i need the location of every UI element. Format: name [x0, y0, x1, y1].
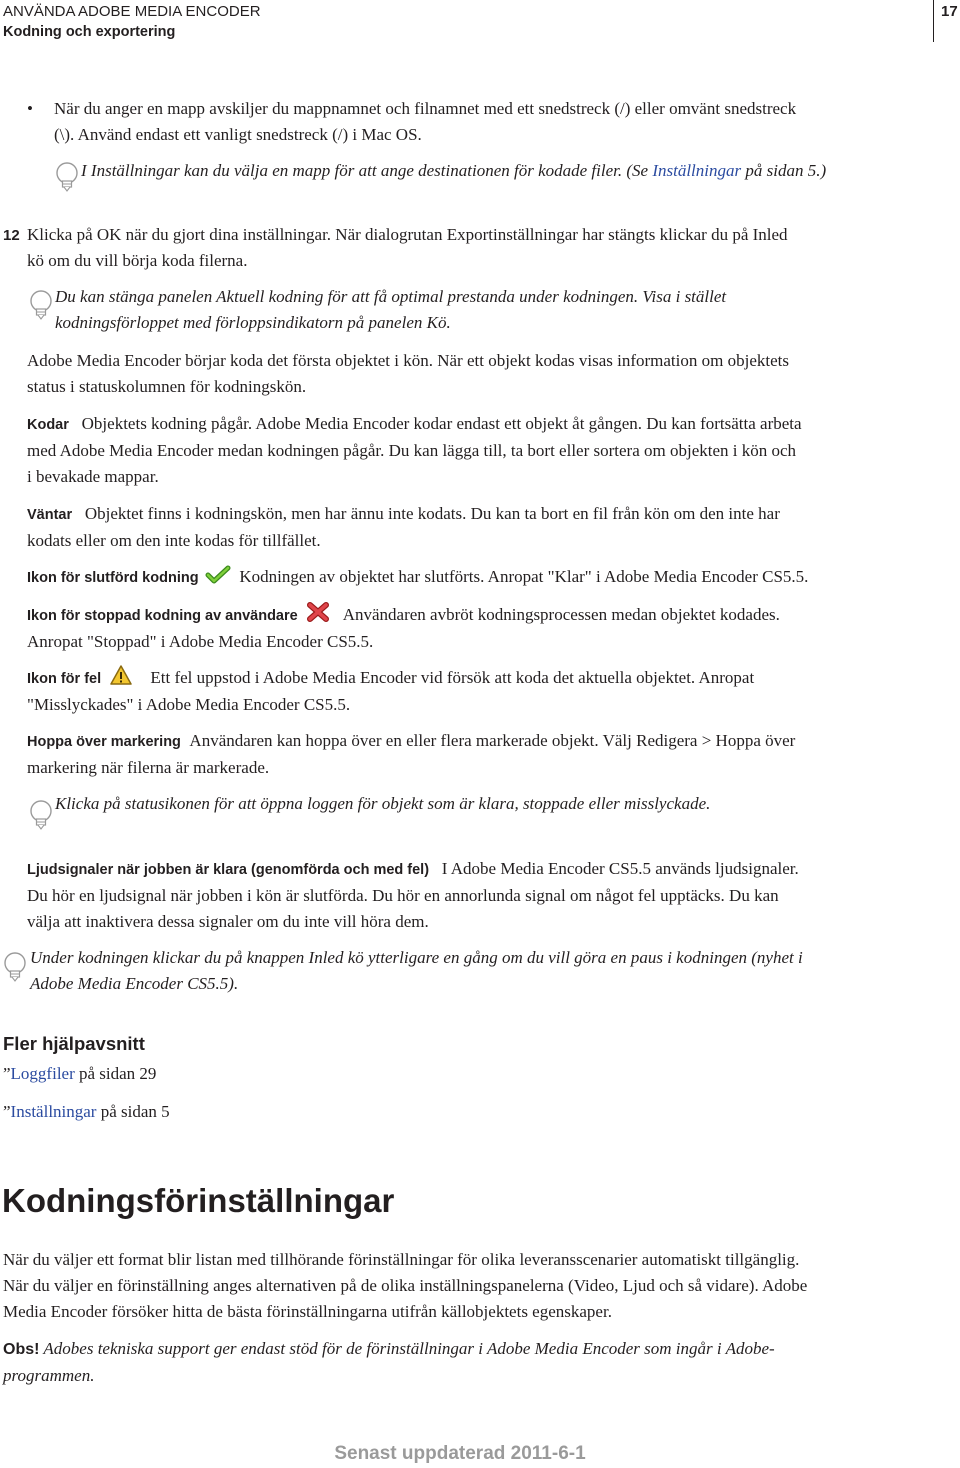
link-installningar-2[interactable]: Inställningar	[10, 1102, 97, 1121]
more-help-link-2: ”Inställningar på sidan 5	[3, 1102, 170, 1121]
bullet-line-2: (\). Använd endast ett vanligt snedstreck (/) i Mac OS.	[54, 125, 422, 144]
presets-note: Obs! Adobes tekniska support ger endast stöd för de förinställningar i Adobe Media Encoder som ingår i Adobe- programmen.	[3, 1339, 775, 1385]
bullet-line-1: När du anger en mapp avskiljer du mappnamnet och filnamnet med ett snedstreck (/) eller omvänt snedstreck	[54, 99, 797, 118]
note-label: Obs!	[3, 1341, 40, 1358]
term-stoppad: Ikon för stoppad kodning av användare Användaren avbröt kodningsprocessen medan objektet kodades. Anropat "Stoppad" i Adobe Media Encoder CS5.5.	[27, 602, 927, 655]
term-label-stoppad: Ikon för stoppad kodning av användare	[27, 608, 298, 624]
more-help-heading: Fler hjälpavsnitt	[3, 1033, 145, 1054]
running-header	[3, 2, 261, 42]
header-subsection: Kodning och exportering	[3, 24, 176, 40]
term-label-ljud: Ljudsignaler när jobben är klara (genomförda och med fel)	[27, 862, 430, 878]
bullet-marker: •	[27, 99, 33, 118]
red-x-icon	[306, 602, 330, 622]
para-line-2: status i statuskolumnen för kodningskön.	[27, 377, 307, 396]
tip-current-encoding	[55, 284, 935, 336]
header-section: ANVÄNDA ADOBE MEDIA ENCODER	[3, 3, 261, 20]
step-line-1: Klicka på OK när du gjort dina inställningar. När dialogrutan Exportinställningar har stängts klickar du på Inled	[27, 225, 788, 244]
link-installningar[interactable]: Inställningar	[652, 161, 742, 180]
warning-icon	[109, 664, 133, 686]
term-fel: Ikon för fel Ett fel uppstod i Adobe Media Encoder vid försök att koda det aktuella objektet. Anropat "Misslyckades" i Adobe Media Encoder CS5.5.	[27, 664, 927, 718]
term-slutford: Ikon för slutförd kodning Kodningen av objektet har slutförts. Anropat "Klar" i Adobe Media Encoder CS5.5.	[27, 567, 809, 586]
term-label-slutford: Ikon för slutförd kodning	[27, 570, 199, 586]
checkmark-icon	[205, 565, 231, 585]
term-label-hoppa: Hoppa över markering	[27, 734, 181, 750]
lightbulb-icon	[55, 162, 79, 194]
header-divider	[933, 0, 934, 42]
term-label-vantar: Väntar	[27, 507, 73, 523]
tip-destination: I Inställningar kan du välja en mapp för att ange destinationen för kodade filer. (Se Inställningar på sidan 5.)	[81, 161, 827, 180]
step-12	[27, 222, 947, 274]
term-vantar: Väntar Objektet finns i kodningskön, men har ännu inte kodats. Du kan ta bort en fil från kön om den inte har kodats eller om den inte kodas för tillfället.	[27, 504, 780, 550]
more-help-link-1: ”Loggfiler på sidan 29	[3, 1064, 157, 1083]
step-number: 12	[3, 227, 20, 244]
page-number: 17	[941, 3, 958, 20]
tip2-line-1: Du kan stänga panelen Aktuell kodning för att få optimal prestanda under kodningen. Visa i stället	[55, 287, 727, 306]
lightbulb-icon	[29, 290, 53, 322]
term-kodar: Kodar Objektets kodning pågår. Adobe Media Encoder kodar endast ett objekt åt gången. Du kan fortsätta arbeta med Adobe Media Encoder medan kodningen pågår. Du kan lägga till, ta bort eller sortera om objekten i kön och i bevakade mappar.	[27, 414, 802, 486]
bullet-item	[54, 96, 934, 148]
tip2-line-2: kodningsförloppet med förloppsindikatorn på panelen Kö.	[55, 313, 451, 332]
term-label-fel: Ikon för fel	[27, 671, 102, 687]
term-ljud: Ljudsignaler när jobben är klara (genomförda och med fel) I Adobe Media Encoder CS5.5 används ljudsignaler. Du hör en ljudsignal när jobben i kön är slutförda. Du hör en annorlunda signal om något fel upptäcks. Du kan välja att inaktivera dessa signaler om du inte vill höra dem.	[27, 859, 799, 931]
step-line-2: kö om du vill börja koda filerna.	[27, 251, 248, 270]
lightbulb-icon	[29, 800, 53, 832]
para-encoding-start	[27, 348, 947, 400]
term-label-kodar: Kodar	[27, 417, 69, 433]
section-heading: Kodningsförinställningar	[2, 1182, 395, 1219]
lightbulb-icon	[3, 952, 27, 984]
tip-status-icon: Klicka på statusikonen för att öppna loggen för objekt som är klara, stoppade eller misslyckade.	[55, 794, 711, 813]
term-hoppa: Hoppa över markering Användaren kan hoppa över en eller flera markerade objekt. Välj Redigera > Hoppa över markering när filerna är markerade.	[27, 731, 796, 777]
para-line-1: Adobe Media Encoder börjar koda det första objektet i kön. När ett objekt kodas visas information om objektets	[27, 351, 789, 370]
footer-updated: Senast uppdaterad 2011-6-1	[334, 1443, 586, 1464]
tip-pause-queue: Under kodningen klickar du på knappen Inled kö ytterligare en gång om du vill göra en paus i kodningen (nyhet i Adobe Media Encoder CS5.5).	[30, 948, 803, 993]
presets-paragraph: När du väljer ett format blir listan med tillhörande förinställningar för olika leveransscenarier automatiskt tillgänglig. När du väljer en förinställning anges alternativen på de olika inställningspanelerna (Video, Ljud och så vidare). Adobe Media Encoder försöker hitta de bästa förinställningarna utifrån källobjektets egenskaper.	[3, 1250, 808, 1321]
link-loggfiler[interactable]: Loggfiler	[10, 1064, 75, 1083]
